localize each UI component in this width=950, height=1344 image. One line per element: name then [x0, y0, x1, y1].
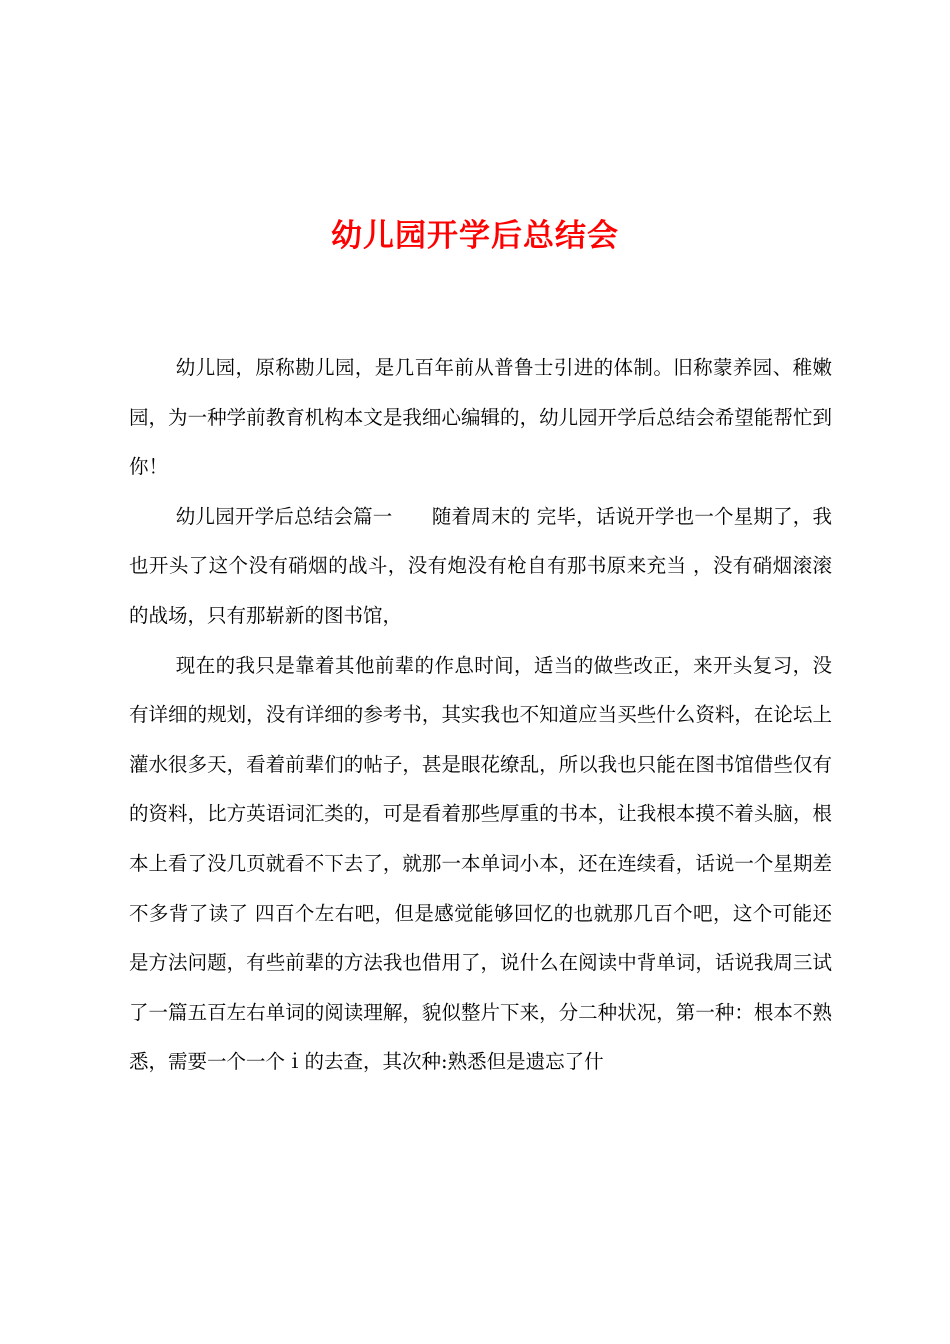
paragraph-part-one: 幼儿园开学后总结会篇一 随着周末的 完毕，话说开学也一个星期了，我也开头了这个没有硝烟的战斗，没有炮没有枪自有那书原来充当 ，没有硝烟滚滚的战场，只有那崭新的图书馆，: [129, 504, 832, 627]
paragraph-intro: 幼儿园，原称勘儿园，是几百年前从普鲁士引进的体制。旧称蒙养园、稚嫩园，为一种学前教育机构本文是我细心编辑的，幼儿园开学后总结会希望能帮忙到你！: [129, 356, 832, 479]
document-body: [129, 343, 832, 1087]
document-title: 幼儿园开学后总结会: [331, 218, 619, 254]
paragraph-review: 现在的我只是靠着其他前辈的作息时间，适当的做些改正，来开头复习，没有详细的规划，没有详细的参考书，其实我也不知道应当买些什么资料，在论坛上灌水很多天，看着前辈们的帖子，甚是眼花缭乱，所以我也只能在图书馆借些仅有的资料，比方英语词汇类的，可是看着那些厚重的书本，让我根本摸不着头脑，根本上看了没几页就看不下去了，就那一本单词小本，还在连续看，话说一个星期差不多背了读了 四百个左右吧，但是感觉能够回忆的也就那几百个吧，这个可能还是方法问题，有些前辈的方法我也借用了，说什么在阅读中背单词，话说我周三试了一篇五百左右单词的阅读理解，貌似整片下来，分二种状况，第一种：根本不熟悉，需要一个一个ｉ的去查，其次种:熟悉但是遗忘了什: [129, 653, 832, 1074]
